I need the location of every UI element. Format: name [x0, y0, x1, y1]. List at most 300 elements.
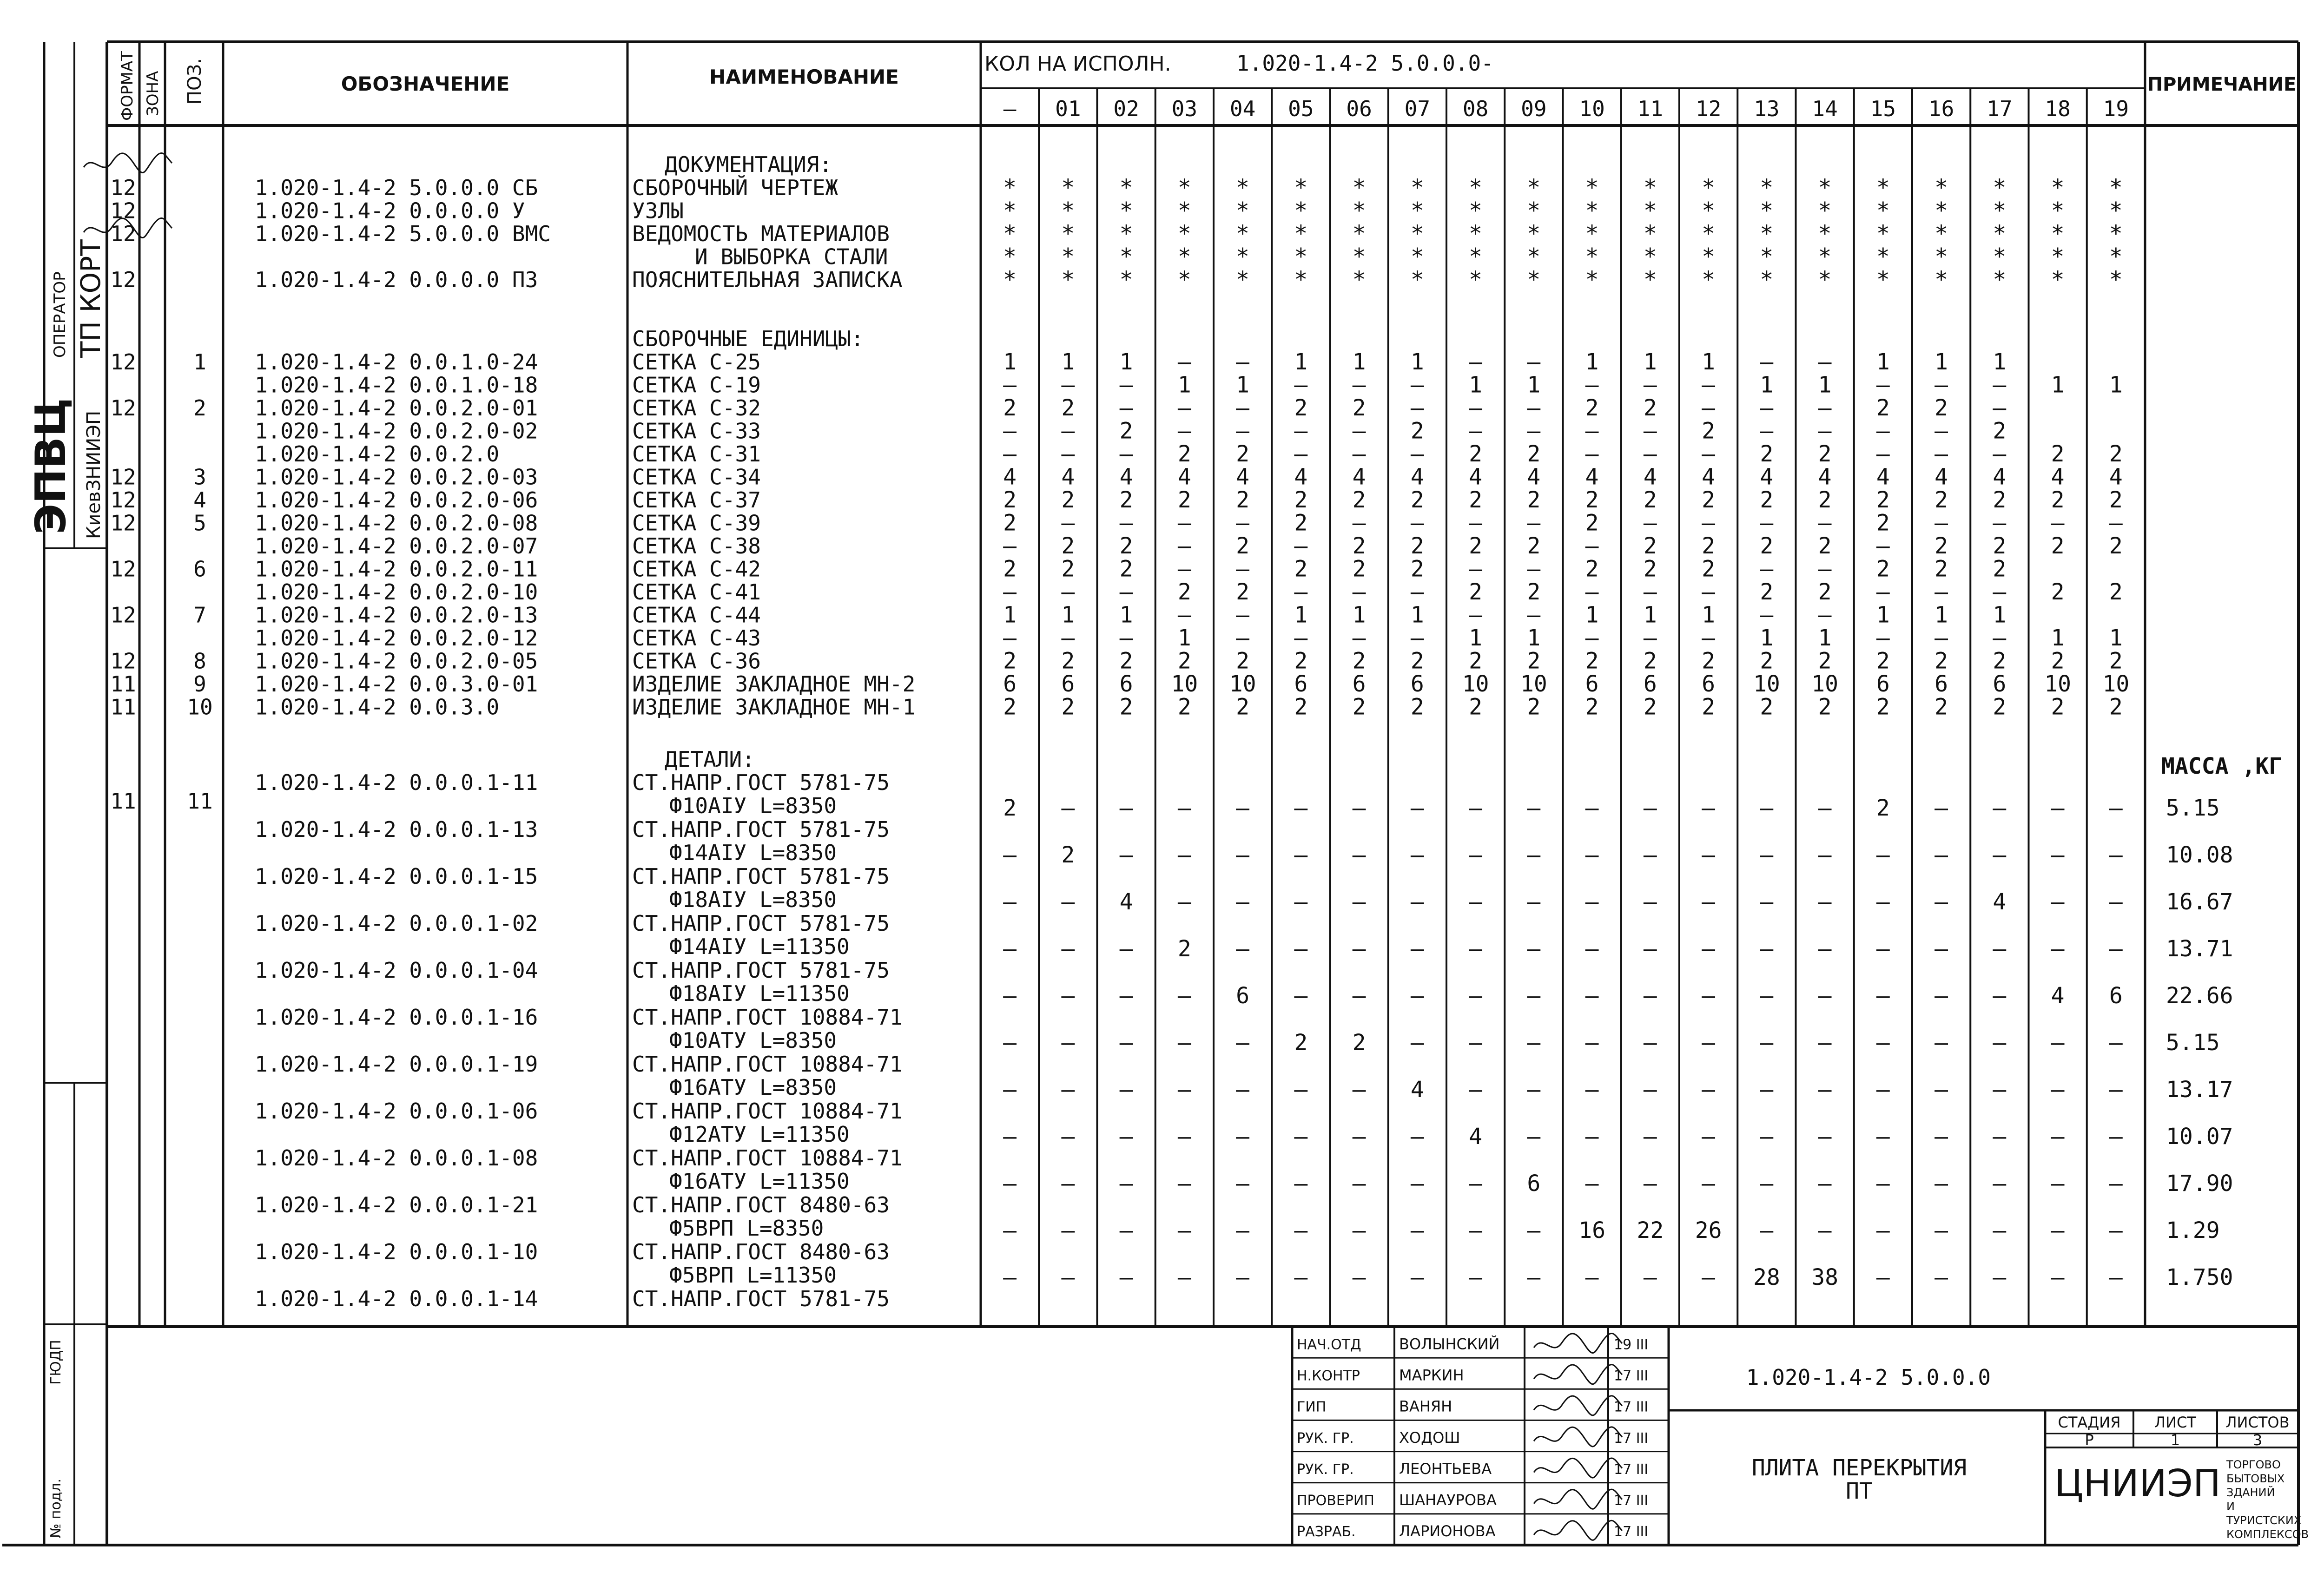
- qty-cell: –: [2109, 842, 2123, 868]
- qty-cell: –: [1003, 441, 1017, 467]
- qty-cell: –: [1236, 1217, 1250, 1243]
- pos-cell: 4: [193, 487, 206, 513]
- qty-cell: *: [1410, 175, 1424, 201]
- name-cell: СТ.НАПР.ГОСТ 5781-75: [632, 864, 890, 889]
- qty-cell: 2: [1119, 648, 1133, 674]
- qty-cell: –: [1585, 1077, 1599, 1103]
- qty-cell: –: [1119, 1124, 1133, 1150]
- qty-cell: –: [1003, 372, 1017, 398]
- designation-cell: 1.020-1.4-2 0.0.0.1-14: [255, 1286, 538, 1311]
- name-cell: СЕТКА С-34: [632, 464, 761, 490]
- qty-cell: –: [1818, 1030, 1832, 1056]
- qty-cell: –: [1876, 1217, 1890, 1243]
- qty-cell: 2: [1294, 648, 1308, 674]
- qty-cell: *: [1934, 267, 1948, 293]
- name-cell: ПОЯСНИТЕЛЬНАЯ ЗАПИСКА: [632, 267, 903, 292]
- qty-cell: –: [1527, 1124, 1541, 1150]
- qty-cell: –: [1177, 1124, 1191, 1150]
- qty-cell: –: [1818, 418, 1832, 444]
- qty-cell: *: [1177, 267, 1191, 293]
- qty-cell: *: [1993, 197, 2007, 224]
- qty-cell: *: [2109, 175, 2123, 201]
- qty-cell: 1: [1003, 602, 1017, 628]
- qty-cell: –: [1236, 625, 1250, 651]
- qty-cell: –: [1061, 418, 1075, 444]
- header-qty-code: 1.020-1.4-2 5.0.0.0-: [1236, 51, 1494, 76]
- qty-cell: –: [1818, 936, 1832, 962]
- name-cell: СТ.НАПР.ГОСТ 5781-75: [632, 958, 890, 983]
- qty-cell: *: [1061, 175, 1075, 201]
- qty-cell: *: [1818, 221, 1832, 247]
- qty-cell: –: [1876, 1077, 1890, 1103]
- mass-cell: 10.07: [2166, 1124, 2233, 1150]
- qty-cell: 1: [1876, 349, 1890, 375]
- qty-cell: 2: [1818, 648, 1832, 674]
- qty-cell: 2: [1993, 418, 2007, 444]
- qty-cell: *: [1469, 175, 1483, 201]
- name-cell: Ф12АТУ L=11350: [669, 1122, 850, 1147]
- qty-cell: –: [1003, 889, 1017, 915]
- qty-cell: –: [1236, 349, 1250, 375]
- qty-cell: *: [1934, 221, 1948, 247]
- qty-cell: –: [1061, 1217, 1075, 1243]
- qty-cell: –: [1876, 625, 1890, 651]
- qty-cell: 6: [1003, 671, 1017, 697]
- qty-cell: 1: [1934, 602, 1948, 628]
- qty-cell: 2: [1993, 648, 2007, 674]
- stamp-role: РАЗРАБ.: [1297, 1524, 1356, 1540]
- stamp-sheet-label: ЛИСТ: [2154, 1414, 2196, 1431]
- qty-cell: –: [1934, 1077, 1948, 1103]
- pos-cell: 10: [187, 694, 213, 720]
- qty-cell: –: [1119, 983, 1133, 1009]
- qty-cell: 2: [1236, 533, 1250, 559]
- qty-cell: 2: [1818, 533, 1832, 559]
- qty-cell: 1: [1236, 372, 1250, 398]
- qty-cell: –: [1585, 418, 1599, 444]
- qty-cell: 2: [2051, 694, 2065, 720]
- header-variant-11: 11: [1637, 96, 1664, 121]
- qty-cell: –: [1760, 1217, 1774, 1243]
- qty-cell: 2: [1352, 487, 1366, 513]
- qty-cell: 1: [1527, 372, 1541, 398]
- header-variant-12: 12: [1695, 96, 1722, 121]
- name-cell: Ф5ВРП L=11350: [669, 1263, 837, 1288]
- qty-cell: 2: [2051, 579, 2065, 605]
- designation-cell: 1.020-1.4-2 0.0.3.0: [255, 694, 500, 720]
- header-variant-1: 01: [1055, 96, 1081, 121]
- qty-cell: 2: [1818, 441, 1832, 467]
- qty-cell: *: [1119, 243, 1133, 270]
- qty-cell: –: [1294, 441, 1308, 467]
- qty-cell: *: [1702, 197, 1716, 224]
- qty-cell: –: [1643, 579, 1657, 605]
- qty-cell: *: [1352, 221, 1366, 247]
- name-cell: Ф18АIУ L=11350: [669, 981, 850, 1006]
- qty-cell: –: [1294, 1124, 1308, 1150]
- stamp-org-sub: ЗДАНИЙ: [2226, 1486, 2275, 1499]
- qty-cell: 1: [1993, 349, 2007, 375]
- stamp-org-sub: КОМПЛЕКСОВ: [2226, 1528, 2309, 1541]
- qty-cell: 2: [1177, 441, 1191, 467]
- qty-cell: –: [1410, 842, 1424, 868]
- qty-cell: –: [1236, 1077, 1250, 1103]
- pos-cell: 1: [193, 349, 206, 375]
- signature-scribble: [84, 153, 172, 172]
- name-cell: СТ.НАПР.ГОСТ 8480-63: [632, 1239, 890, 1264]
- qty-cell: 1: [1177, 625, 1191, 651]
- qty-cell: 2: [1177, 487, 1191, 513]
- stamp-role: Н.КОНТР: [1297, 1368, 1360, 1384]
- designation-cell: 1.020-1.4-2 0.0.0.1-16: [255, 1005, 538, 1030]
- qty-cell: 1: [1469, 372, 1483, 398]
- qty-cell: 4: [1702, 464, 1716, 490]
- qty-cell: 4: [1003, 464, 1017, 490]
- qty-cell: –: [1643, 1030, 1657, 1056]
- qty-cell: 2: [1702, 487, 1716, 513]
- qty-cell: 10: [1811, 671, 1839, 697]
- qty-cell: 6: [1061, 671, 1075, 697]
- qty-cell: 1: [1527, 625, 1541, 651]
- qty-cell: –: [2051, 1171, 2065, 1197]
- pos-cell: 11: [187, 789, 213, 814]
- qty-cell: *: [1702, 267, 1716, 293]
- qty-cell: –: [1585, 936, 1599, 962]
- qty-cell: –: [1760, 1124, 1774, 1150]
- qty-cell: 1: [1934, 349, 1948, 375]
- qty-cell: –: [1003, 533, 1017, 559]
- qty-cell: –: [1876, 983, 1890, 1009]
- qty-cell: –: [1119, 510, 1133, 536]
- qty-cell: –: [1527, 1217, 1541, 1243]
- qty-cell: *: [1702, 221, 1716, 247]
- qty-cell: –: [1818, 983, 1832, 1009]
- qty-cell: –: [1236, 795, 1250, 821]
- qty-cell: 4: [2051, 983, 2065, 1009]
- qty-cell: –: [1585, 983, 1599, 1009]
- qty-cell: –: [1760, 395, 1774, 421]
- qty-cell: *: [1818, 197, 1832, 224]
- qty-cell: –: [1643, 372, 1657, 398]
- qty-cell: –: [1993, 795, 2007, 821]
- qty-cell: –: [1410, 372, 1424, 398]
- qty-cell: –: [1643, 1171, 1657, 1197]
- fmt-cell: 12: [110, 349, 136, 375]
- qty-cell: 6: [1702, 671, 1716, 697]
- qty-cell: 2: [1934, 533, 1948, 559]
- qty-cell: 1: [1702, 349, 1716, 375]
- qty-cell: –: [1236, 556, 1250, 582]
- qty-cell: –: [2109, 1171, 2123, 1197]
- name-cell: СТ.НАПР.ГОСТ 10884-71: [632, 1145, 903, 1171]
- qty-cell: –: [1119, 936, 1133, 962]
- qty-cell: 2: [1643, 533, 1657, 559]
- qty-cell: 2: [1818, 579, 1832, 605]
- qty-cell: *: [1003, 175, 1017, 201]
- qty-cell: *: [1236, 267, 1250, 293]
- qty-cell: –: [1702, 579, 1716, 605]
- qty-cell: 2: [1352, 556, 1366, 582]
- qty-cell: –: [1061, 1030, 1075, 1056]
- fmt-cell: 12: [110, 221, 136, 246]
- qty-cell: –: [1061, 579, 1075, 605]
- qty-cell: –: [1061, 1077, 1075, 1103]
- stamp-date: 17 III: [1614, 1368, 1649, 1384]
- designation-cell: 1.020-1.4-2 0.0.2.0-13: [255, 602, 538, 628]
- name-cell: СЕТКА С-42: [632, 556, 761, 582]
- qty-cell: 2: [1177, 648, 1191, 674]
- qty-cell: –: [1643, 625, 1657, 651]
- qty-cell: –: [1643, 983, 1657, 1009]
- qty-cell: *: [1352, 197, 1366, 224]
- stamp-role: НАЧ.ОТД: [1297, 1336, 1361, 1353]
- qty-cell: 2: [1061, 395, 1075, 421]
- qty-cell: –: [1702, 983, 1716, 1009]
- qty-cell: 2: [1760, 648, 1774, 674]
- qty-cell: –: [1294, 372, 1308, 398]
- stamp-role: ПРОВЕРИП: [1297, 1493, 1374, 1509]
- qty-cell: *: [2051, 175, 2065, 201]
- qty-cell: –: [2051, 510, 2065, 536]
- qty-cell: *: [1876, 221, 1890, 247]
- mass-label: МАССА ,КГ: [2161, 753, 2283, 779]
- qty-cell: –: [1469, 842, 1483, 868]
- header-format: ФОРМАТ: [118, 51, 137, 121]
- qty-cell: 4: [1934, 464, 1948, 490]
- fmt-cell: 12: [110, 487, 136, 513]
- qty-cell: *: [2109, 197, 2123, 224]
- qty-cell: 2: [1061, 487, 1075, 513]
- designation-cell: 1.020-1.4-2 0.0.2.0-10: [255, 579, 538, 605]
- margin-operator: ОПЕРАТОР: [51, 271, 69, 358]
- qty-cell: –: [1934, 1171, 1948, 1197]
- qty-cell: 2: [1003, 556, 1017, 582]
- qty-cell: 2: [1061, 533, 1075, 559]
- qty-cell: –: [1177, 395, 1191, 421]
- designation-cell: 1.020-1.4-2 0.0.2.0-08: [255, 510, 538, 536]
- qty-cell: –: [1061, 1124, 1075, 1150]
- qty-cell: –: [1352, 579, 1366, 605]
- qty-cell: 1: [1818, 625, 1832, 651]
- qty-cell: 1: [1294, 349, 1308, 375]
- designation-cell: 1.020-1.4-2 0.0.0.1-02: [255, 911, 538, 936]
- qty-cell: 2: [1818, 694, 1832, 720]
- qty-cell: 6: [1236, 983, 1250, 1009]
- name-cell: СЕТКА С-25: [632, 349, 761, 375]
- qty-cell: –: [1585, 533, 1599, 559]
- qty-cell: 2: [1119, 533, 1133, 559]
- qty-cell: 28: [1753, 1264, 1780, 1290]
- qty-cell: 4: [1352, 464, 1366, 490]
- qty-cell: –: [2109, 795, 2123, 821]
- qty-cell: –: [1643, 889, 1657, 915]
- qty-cell: –: [1003, 1217, 1017, 1243]
- qty-cell: *: [1003, 221, 1017, 247]
- qty-cell: –: [1818, 1124, 1832, 1150]
- qty-cell: *: [1352, 243, 1366, 270]
- qty-cell: –: [1003, 1077, 1017, 1103]
- qty-cell: 2: [1702, 418, 1716, 444]
- qty-cell: –: [1527, 795, 1541, 821]
- qty-cell: –: [1469, 556, 1483, 582]
- qty-cell: 1: [1294, 602, 1308, 628]
- qty-cell: –: [1527, 418, 1541, 444]
- name-cell: СТ.НАПР.ГОСТ 5781-75: [632, 1286, 890, 1311]
- name-cell: ИЗДЕЛИЕ ЗАКЛАДНОЕ МН-2: [632, 671, 916, 697]
- qty-cell: *: [1760, 197, 1774, 224]
- qty-cell: –: [1934, 795, 1948, 821]
- fmt-cell: 12: [110, 175, 136, 200]
- qty-cell: 2: [1527, 648, 1541, 674]
- header-designation: ОБОЗНАЧЕНИЕ: [341, 72, 510, 95]
- qty-cell: –: [1876, 579, 1890, 605]
- qty-cell: –: [1177, 889, 1191, 915]
- designation-cell: 1.020-1.4-2 0.0.0.0 ПЗ: [255, 267, 538, 292]
- qty-cell: 2: [2109, 533, 2123, 559]
- name-cell: Ф16АТУ L=11350: [669, 1169, 850, 1194]
- stamp-date: 17 III: [1614, 1461, 1649, 1478]
- qty-cell: –: [1993, 1217, 2007, 1243]
- qty-cell: –: [1702, 842, 1716, 868]
- qty-cell: 2: [1876, 395, 1890, 421]
- qty-cell: 4: [1993, 889, 2007, 915]
- qty-cell: –: [1410, 889, 1424, 915]
- name-cell: СЕТКА С-36: [632, 648, 761, 674]
- qty-cell: 2: [1119, 694, 1133, 720]
- name-cell: СЕТКА С-19: [632, 372, 761, 398]
- qty-cell: –: [1236, 602, 1250, 628]
- qty-cell: –: [1003, 625, 1017, 651]
- qty-cell: 1: [1760, 625, 1774, 651]
- pos-cell: 2: [193, 395, 206, 421]
- qty-cell: –: [1527, 936, 1541, 962]
- qty-cell: 2: [2109, 441, 2123, 467]
- qty-cell: –: [1702, 889, 1716, 915]
- qty-cell: –: [1236, 395, 1250, 421]
- qty-cell: 2: [1410, 487, 1424, 513]
- designation-cell: 1.020-1.4-2 0.0.2.0-05: [255, 648, 538, 674]
- qty-cell: 2: [1294, 487, 1308, 513]
- qty-cell: 1: [1177, 372, 1191, 398]
- stamp-sheets: 3: [2252, 1431, 2263, 1449]
- designation-cell: 1.020-1.4-2 0.0.0.1-04: [255, 958, 538, 983]
- stamp-person: ВАНЯН: [1399, 1397, 1452, 1415]
- qty-cell: –: [1119, 1264, 1133, 1290]
- fmt-cell: 12: [110, 602, 136, 628]
- mass-cell: 1.750: [2166, 1264, 2233, 1290]
- designation-cell: 1.020-1.4-2 0.0.2.0-03: [255, 464, 538, 490]
- qty-cell: 4: [1876, 464, 1890, 490]
- qty-cell: –: [1643, 418, 1657, 444]
- qty-cell: –: [1934, 936, 1948, 962]
- qty-cell: –: [1469, 1030, 1483, 1056]
- qty-cell: –: [1818, 395, 1832, 421]
- qty-cell: –: [1003, 1124, 1017, 1150]
- qty-cell: –: [1119, 372, 1133, 398]
- qty-cell: –: [1585, 889, 1599, 915]
- qty-cell: –: [1177, 983, 1191, 1009]
- qty-cell: –: [1061, 889, 1075, 915]
- stamp-stage: Р: [2085, 1431, 2094, 1449]
- qty-cell: 2: [1934, 694, 1948, 720]
- qty-cell: 4: [2109, 464, 2123, 490]
- header-variant-16: 16: [1928, 96, 1954, 121]
- qty-cell: 1: [1643, 602, 1657, 628]
- fmt-cell: 12: [110, 556, 136, 582]
- qty-cell: 6: [1876, 671, 1890, 697]
- qty-cell: *: [1643, 221, 1657, 247]
- qty-cell: –: [1469, 1217, 1483, 1243]
- qty-cell: 2: [1061, 694, 1075, 720]
- qty-cell: *: [1469, 197, 1483, 224]
- qty-cell: –: [1760, 889, 1774, 915]
- qty-cell: –: [1410, 441, 1424, 467]
- qty-cell: –: [1993, 395, 2007, 421]
- qty-cell: *: [1934, 243, 1948, 270]
- name-cell: Ф14АIУ L=11350: [669, 934, 850, 959]
- qty-cell: 2: [1585, 487, 1599, 513]
- qty-cell: *: [1061, 221, 1075, 247]
- qty-cell: *: [1993, 175, 2007, 201]
- qty-cell: 2: [1643, 556, 1657, 582]
- qty-cell: –: [1236, 889, 1250, 915]
- qty-cell: –: [1410, 1124, 1424, 1150]
- qty-cell: –: [1294, 1217, 1308, 1243]
- designation-cell: 1.020-1.4-2 0.0.0.1-21: [255, 1192, 538, 1217]
- qty-cell: –: [1527, 842, 1541, 868]
- qty-cell: –: [1760, 936, 1774, 962]
- qty-cell: 1: [1119, 349, 1133, 375]
- qty-cell: *: [1119, 175, 1133, 201]
- stamp-org: ЦНИИЭП: [2054, 1462, 2221, 1505]
- qty-cell: –: [1469, 510, 1483, 536]
- designation-cell: 1.020-1.4-2 5.0.0.0 СБ: [255, 175, 538, 200]
- qty-cell: –: [1643, 842, 1657, 868]
- qty-cell: –: [1760, 418, 1774, 444]
- qty-cell: 2: [1643, 487, 1657, 513]
- qty-cell: 4: [1410, 1077, 1424, 1103]
- qty-cell: –: [1527, 349, 1541, 375]
- qty-cell: *: [1061, 197, 1075, 224]
- name-cell: Ф16АТУ L=8350: [669, 1075, 837, 1100]
- qty-cell: –: [1352, 1077, 1366, 1103]
- qty-cell: 38: [1811, 1264, 1839, 1290]
- qty-cell: –: [2051, 1217, 2065, 1243]
- name-cell: СТ.НАПР.ГОСТ 10884-71: [632, 1052, 903, 1077]
- qty-cell: *: [1294, 221, 1308, 247]
- name-cell: СЕТКА С-44: [632, 602, 761, 628]
- qty-cell: *: [1643, 267, 1657, 293]
- qty-cell: 2: [1643, 648, 1657, 674]
- stamp-org-sub: И: [2226, 1500, 2235, 1513]
- qty-cell: *: [1643, 175, 1657, 201]
- qty-cell: 2: [1410, 533, 1424, 559]
- stamp-date: 19 III: [1614, 1336, 1649, 1353]
- margin-kiev: КиевЗНИИЭП: [83, 410, 105, 539]
- qty-cell: *: [1469, 267, 1483, 293]
- qty-cell: –: [2109, 936, 2123, 962]
- qty-cell: 2: [1236, 579, 1250, 605]
- name-cell: СТ.НАПР.ГОСТ 5781-75: [632, 911, 890, 936]
- qty-cell: 2: [1876, 694, 1890, 720]
- qty-cell: 1: [1469, 625, 1483, 651]
- mass-cell: 17.90: [2166, 1171, 2233, 1197]
- stamp-date: 17 III: [1614, 1524, 1649, 1540]
- margin-tp-kort: ТП КОРТ: [75, 239, 106, 358]
- qty-cell: –: [1410, 579, 1424, 605]
- qty-cell: 2: [1876, 556, 1890, 582]
- qty-cell: –: [1585, 1171, 1599, 1197]
